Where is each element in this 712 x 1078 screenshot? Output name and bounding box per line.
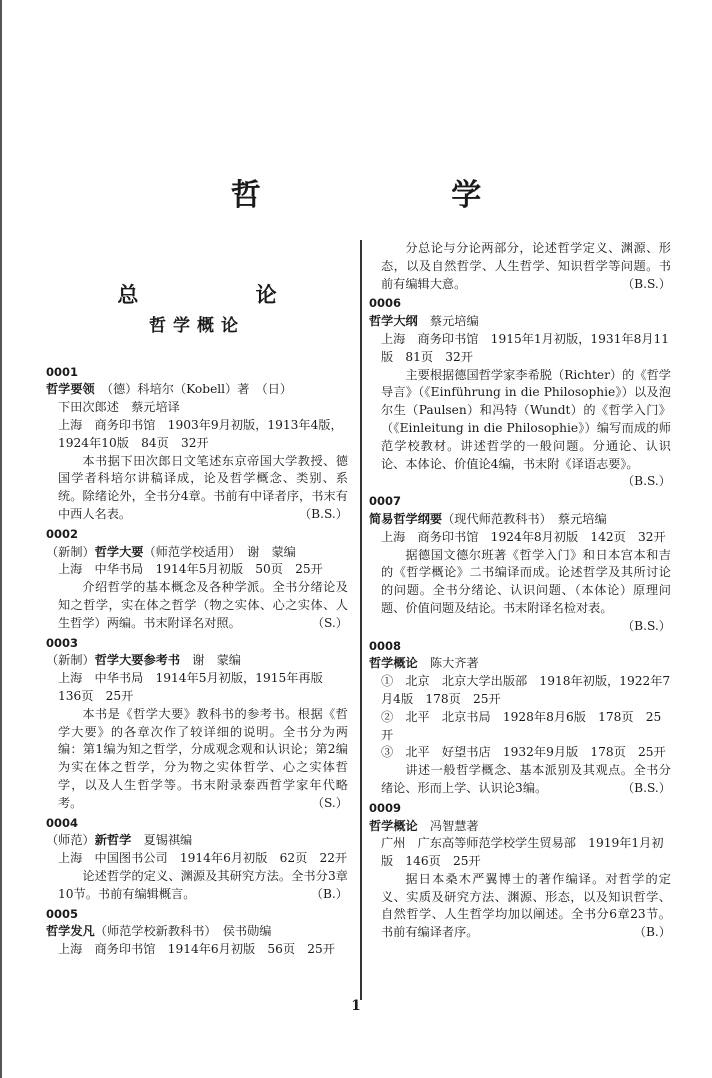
entry-source: （B.S.） [622,780,671,795]
entry-title: 哲学要领 [46,382,95,397]
entry-author: 蔡元培编 [417,314,479,329]
entry-description: 本书据下田次郎日文笔述东京帝国大学教授、德国学者科培尔讲稿译成，论及哲学概念、类别、系统。除绪论外，全书分4章。书前有中译者序，书末有中西人名表。 （B.S.） [46,453,348,524]
entry-0008 [369,638,671,798]
entry-title: 简易哲学纲要 [369,511,443,526]
entry-title: 哲学概论 [369,656,418,671]
entry-source: （B.） [310,886,348,901]
entry-prefix: （新制） [46,653,95,668]
section-title: 总 论 [117,282,332,307]
entry-title: 新哲学 [94,833,132,848]
entry-number: 0005 [46,906,79,921]
entry-author: （师范学校适用） 谢 蒙编 [143,544,296,559]
entry-edition-1: ① 北京 北京大学出版部 1918年初版，1922年7月4版 178页 25开 [381,674,671,706]
entry-description: 据日本桑木严翼博士的著作编译。对哲学的定义、实质及研究方法、渊源、形态，以及知识哲学、自然哲学、人生哲学均加以阐述。全书分6章23节。书前有编译者序。 （B.） [369,871,671,942]
entry-author-line: 下田次郎述 蔡元培译 [58,400,180,415]
entry-source: （S.） [311,795,348,810]
entry-title: 哲学发凡 [46,924,95,939]
column-divider [360,240,362,1000]
entry-title: 哲学大纲 [369,314,418,329]
page-number: 1 [351,998,361,1014]
entry-number: 0007 [369,494,402,509]
entry-0003 [46,635,348,813]
entry-description: 主要根据德国哲学家李希脱（Richter）的《哲学导言》（《Einführung in die Philosophie》）以及泡尔生（Paulsen）和冯特（Wundt）的《哲学入门》（《Einleitung in die Philosophie》）编写而成的师范学校教材。讲述哲学的一般问题。分通论、认识论、本体论、价值论4编，书末附《译语志要》。 （B.S.） [369,367,671,474]
entry-author: （现代师范教科书） 蔡元培编 [442,511,607,526]
entry-author: 夏锡祺编 [131,833,193,848]
entry-source: （B.） [633,925,671,940]
entry-prefix: （新制） [46,544,95,559]
entry-publication: 上海 商务印书馆 1914年6月初版 56页 25开 [58,942,335,957]
entry-publication: 上海 商务印书馆 1915年1月初版，1931年8月11版 81页 32开 [381,331,670,364]
entry-number: 0008 [369,638,402,653]
entry-edition-2: ② 北平 北京书局 1928年8月6版 178页 25开 [381,709,662,742]
entry-heading [46,381,348,399]
entry-number: 0001 [46,364,79,379]
entry-heading [46,544,348,562]
entry-author: 陈大齐著 [417,656,479,671]
entry-description: 讲述一般哲学概念、基本派别及其观点。全书分绪论、形而上学、认识论3编。 （B.S.） [369,762,671,798]
entry-heading [369,313,671,331]
entry-publication: 上海 中华书局 1914年5月初版，1915年再版 136页 25开 [58,671,335,703]
entry-0002 [46,526,348,633]
entry-0006 [369,295,671,491]
entry-author: （师范学校新教科书） 侯书勋编 [94,924,272,939]
scan-edge [0,0,2,1078]
entry-heading [46,652,348,670]
entry-heading [46,923,348,941]
entry-publication: 广州 广东高等师范学校学生贸易部 1919年1月初版 146页 25开 [381,836,664,869]
entry-heading [369,511,671,529]
page-title: 哲 学 [230,178,572,213]
entry-publication: 上海 中国图书公司 1914年6月初版 62页 22开 [58,851,348,866]
entry-author: （德）科培尔（Kobell）著 （日） [94,382,293,397]
entry-source: （B.S.） [622,276,671,291]
entry-number: 0004 [46,815,79,830]
left-column [46,282,348,959]
entry-description: 本书是《哲学大要》教科书的参考书。根据《哲学大要》的各章次作了较详细的说明。全书分为两编：第1编为知之哲学，分成观念观和认识论；第2编为实在体之哲学，分为物之实体哲学、心之实体哲学，以及人生哲学等。书末附录泰西哲学家年代略考。 （S.） [46,706,348,813]
entry-description: 据德国文德尔班著《哲学入门》和日本宫本和吉的《哲学概论》二书编译而成。论述哲学及其所讨论的问题。全书分绪论、认识问题、（本体论）原理问题、价值问题及结论。书末附译名检对表。 （B.S.） [369,547,671,618]
entry-source: （B.S.） [622,618,671,633]
entry-number: 0002 [46,526,79,541]
entry-edition-3: ③ 北平 好望书店 1932年9月版 178页 25开 [381,745,666,760]
entry-number: 0006 [369,296,402,311]
entry-number: 0009 [369,800,402,815]
entry-heading [369,818,671,836]
right-column [369,240,671,942]
subsection-title: 哲学概论 [149,315,245,336]
entry-heading [369,655,671,673]
entry-publication: 上海 商务印书馆 1903年9月初版，1913年4版，1924年10版 84页 32开 [58,417,343,450]
entry-source: （S.） [311,615,348,630]
entry-0005 [46,906,348,959]
entry-title: 哲学大要参考书 [94,653,181,668]
entry-0009 [369,800,671,942]
entry-title: 哲学大要 [94,544,144,559]
entry-publication: 上海 中华书局 1914年5月初版 50页 25开 [58,562,323,577]
entry-author: 谢 蒙编 [180,653,241,668]
entry-source: （B.S.） [299,506,348,521]
entry-source: （B.S.） [622,474,671,489]
entry-0001 [46,364,348,524]
continued-description: 分总论与分论两部分，论述哲学定义、渊源、形态，以及自然哲学、人生哲学、知识哲学等问题。书前有编辑大意。 （B.S.） [369,240,671,293]
entry-description: 论述哲学的定义、渊源及其研究方法。全书分3章10节。书前有编辑概言。 （B.） [46,868,348,904]
entry-description: 介绍哲学的基本概念及各种学派。全书分绪论及知之哲学，实在体之哲学（物之实体、心之实体、人生哲学）两编。书末附译名对照。 （S.） [46,579,348,632]
entry-title: 哲学概论 [369,818,418,833]
entry-author: 冯智慧著 [417,818,479,833]
entry-number: 0003 [46,635,79,650]
entry-0004 [46,815,348,904]
entry-prefix: （师范） [46,833,95,848]
entry-publication: 上海 商务印书馆 1924年8月初版 142页 32开 [381,529,666,544]
entry-heading [46,832,348,850]
entry-0007 [369,493,671,635]
